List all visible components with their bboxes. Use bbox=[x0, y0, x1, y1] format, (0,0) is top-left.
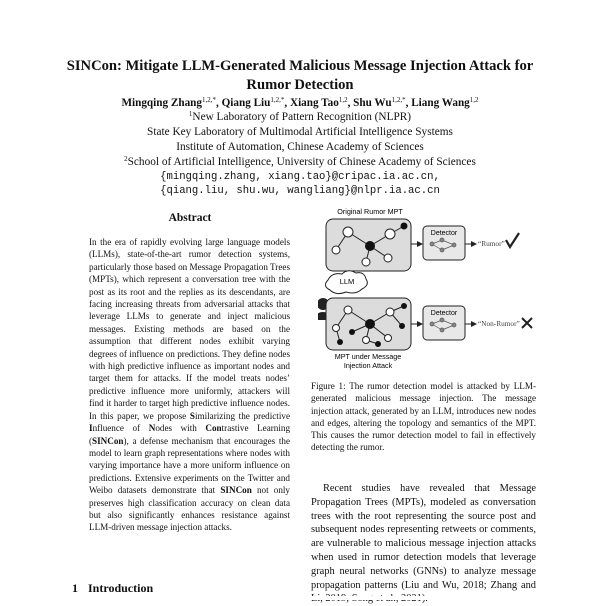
figure-1 bbox=[318, 202, 548, 377]
intro-paragraph: Recent studies have revealed that Message Propagation Trees (MPTs), modeled as conversation trees with the root representing the source post and subsequent nodes representing retweets or comments, are vulnerable to malicious message injection attacks when used in rumor detection models that leverage graph neural networks (GNNs) to analyze message propagation patterns (Liu and Wu, 2018; Zhang and bbox=[311, 483, 536, 591]
affiliation-4: $^2$School of Artificial Intelligence, University of Chinese Academy of Sciences bbox=[124, 155, 476, 168]
label-attacked-mpt-2: Injection Attack bbox=[343, 361, 393, 370]
title-line-2: Rumor Detection bbox=[246, 77, 354, 93]
abstract-heading: Abstract bbox=[168, 212, 212, 224]
mpt-node bbox=[362, 258, 370, 266]
mpt-node bbox=[332, 246, 340, 254]
cross-icon bbox=[522, 318, 532, 328]
affiliation-1: $^1$New Laboratory of Pattern Recognition (NLPR) bbox=[188, 110, 412, 123]
mpt-node bbox=[343, 227, 353, 237]
title-line-1: SINCon: Mitigate LLM-Generated Malicious Message Injection Attack for bbox=[66, 58, 534, 74]
abstract-body: In the era of rapidly evolving large language models (LLMs), state-of-the-art rumor detection systems, particularly those based on Message Propagation Trees (MPTs), which represent a conversation tree with the post as its root and the replies as its descendants, are facing increasing threats from adversarial attacks that leverage LLMs to generate and inject malicious messages. Existing methods are based on the assumption that different nodes exhibit varying degrees of influence on predictions. They define nodes with high predictive influence as important nodes and target them for attacks. If the model treats nodes’ predictive influence more uniformly, attackers will find it harder to target high predictive influence nodes. In this paper, we propose Similarizing the predictive Influence of Nodes with Contrastive Learning (SINCon), a defense mechanism that encourages the model to learn graph representations where nodes with varying importance have a more uniform influence on predictions. Extensive experiments on the Twitter and Weibo datasets demonstrate that SINCon not only preserves high classification accuracy on clean data but also significantly enhances resistance against LLM-driven message injection attacks. bbox=[89, 237, 291, 533]
llm-label: LLM bbox=[339, 277, 355, 286]
figure-1-diagram bbox=[318, 202, 548, 377]
mpt-node bbox=[365, 241, 375, 251]
label-original-mpt: Original Rumor MPT bbox=[337, 207, 403, 216]
email-line-2: {qiang.liu, shu.wu, wangliang}@nlpr.ia.ac.cn bbox=[160, 185, 440, 197]
detector-label-1: Detector bbox=[430, 230, 458, 237]
mpt-node bbox=[384, 254, 392, 262]
check-icon bbox=[506, 233, 519, 247]
output-rumor: “Rumor” bbox=[478, 239, 505, 248]
author-list: Mingqing Zhang$^{1,2,*}$, Qiang Liu$^{1,2,*}$, Xiang Tao$^{1,2}$, Shu $Wu^{1,2,*}$, Liang Wang$^{1,2}$ bbox=[121, 96, 479, 109]
affiliation-3: Institute of Automation, Chinese Academy of Sciences bbox=[176, 141, 424, 153]
author: Liang Wang$^{1,2}$ bbox=[411, 96, 479, 109]
author: Qiang Liu$^{1,2,*}$ bbox=[221, 96, 285, 109]
detector-label-2: Detector bbox=[430, 310, 458, 317]
paper-title bbox=[30, 57, 570, 95]
mpt-node bbox=[385, 229, 395, 239]
section-heading-introduction bbox=[72, 581, 153, 596]
author: Shu $Wu^{1,2,*}$ bbox=[353, 96, 406, 109]
section-title: Introduction bbox=[88, 581, 154, 595]
mpt-node bbox=[401, 223, 408, 230]
affiliation-2: State Key Laboratory of Multimodal Artificial Intelligence Systems bbox=[147, 126, 453, 138]
label-attacked-mpt-1: MPT under Message bbox=[334, 352, 402, 361]
output-non-rumor: “Non-Rumor” bbox=[478, 319, 520, 328]
page-bottom-edge bbox=[0, 596, 600, 600]
email-line-1: {mingqing.zhang, xiang.tao}@cripac.ia.ac.cn, bbox=[160, 171, 440, 183]
figure-caption: Figure 1: The rumor detection model is attacked by LLM-generated malicious message injection. The message injection attack, generated by an LLM, introduces new nodes and edges, altering the topology and semantics of the MPT. This causes the rumor detection model to fail in effectively detecting the rumor. bbox=[311, 381, 536, 453]
author: Xiang Tao$^{1,2}$ bbox=[289, 96, 348, 109]
author: Mingqing Zhang$^{1,2,*}$ bbox=[121, 96, 216, 109]
section-number: 1 bbox=[72, 581, 78, 595]
